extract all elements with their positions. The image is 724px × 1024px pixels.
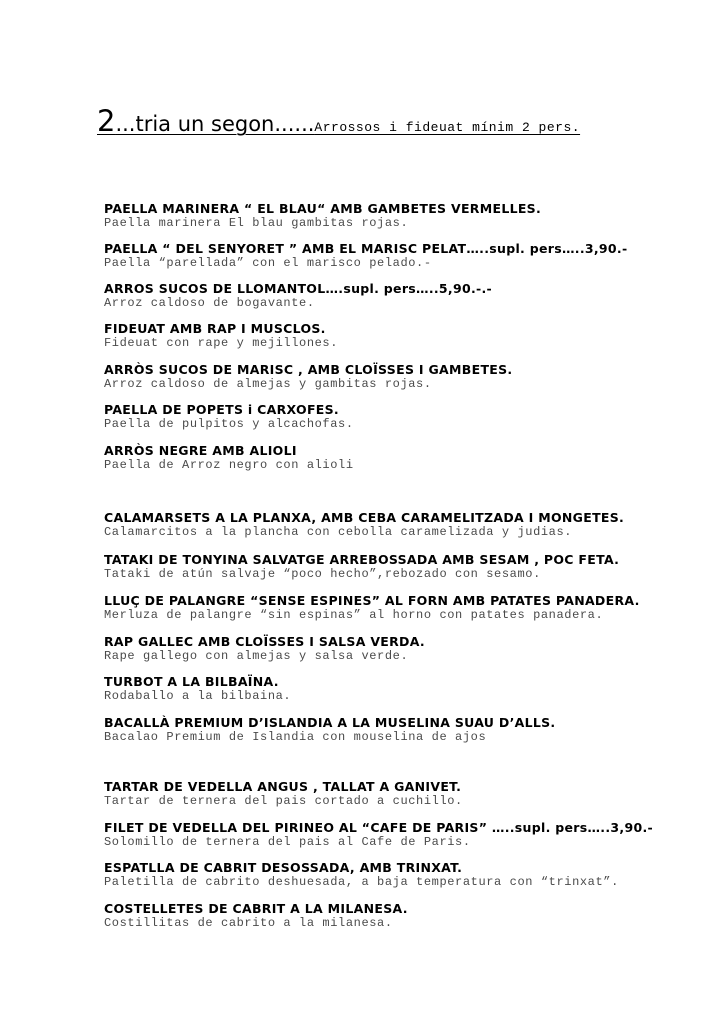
menu-item xyxy=(104,901,408,930)
course-subtitle: Arrossos i fideuat mínim 2 pers. xyxy=(314,120,581,135)
dish-name-catalan: TATAKI DE TONYINA SALVATGE ARREBOSSADA AMB SESAM , POC FETA. xyxy=(104,552,620,567)
dish-name-catalan: FILET DE VEDELLA DEL PIRINEO AL “CAFE DE PARIS” …..supl. pers…..3,90.- xyxy=(104,820,653,835)
dish-name-spanish: Rodaballo a la bilbaina. xyxy=(104,689,292,703)
dish-name-spanish: Arroz caldoso de bogavante. xyxy=(104,296,315,310)
menu-item xyxy=(104,201,541,230)
dish-name-catalan: ARRÒS SUCOS DE MARISC , AMB CLOÏSSES I GAMBETES. xyxy=(104,362,513,377)
dish-name-catalan: FIDEUAT AMB RAP I MUSCLOS. xyxy=(104,321,326,336)
menu-item xyxy=(104,860,619,889)
dish-name-catalan: ARROS SUCOS DE LLOMANTOL….supl. pers…..5,90.-.- xyxy=(104,281,493,296)
dish-name-catalan: COSTELLETES DE CABRIT A LA MILANESA. xyxy=(104,901,408,916)
menu-item xyxy=(104,674,291,703)
dish-name-spanish: Merluza de palangre “sin espinas” al horno con patates panadera. xyxy=(104,608,604,622)
dish-name-spanish: Arroz caldoso de almejas y gambitas rojas. xyxy=(104,377,432,391)
menu-item xyxy=(104,779,463,808)
menu-item xyxy=(104,241,627,270)
dish-name-spanish: Tataki de atún salvaje “poco hecho”,rebozado con sesamo. xyxy=(104,567,541,581)
dish-name-spanish: Paella marinera El blau gambitas rojas. xyxy=(104,216,409,230)
dish-name-catalan: ARRÒS NEGRE AMB ALIOLI xyxy=(104,443,297,458)
dish-name-spanish: Tartar de ternera del pais cortado a cuchillo. xyxy=(104,794,463,808)
menu-item xyxy=(104,820,653,849)
menu-item xyxy=(104,715,555,744)
dish-name-catalan: PAELLA “ DEL SENYORET ” AMB EL MARISC PELAT…..supl. pers…..3,90.- xyxy=(104,241,628,256)
dish-name-catalan: LLUÇ DE PALANGRE “SENSE ESPINES” AL FORN AMB PATATES PANADERA. xyxy=(104,593,640,608)
menu-item xyxy=(104,402,354,431)
menu-item xyxy=(104,510,624,539)
course-title: ...tria un segon...... xyxy=(115,112,315,136)
dish-name-spanish: Paella de Arroz negro con alioli xyxy=(104,458,354,472)
menu-item xyxy=(104,443,354,472)
section-heading xyxy=(97,104,580,138)
dish-name-spanish: Costillitas de cabrito a la milanesa. xyxy=(104,916,393,930)
dish-name-spanish: Paletilla de cabrito deshuesada, a baja temperatura con “trinxat”. xyxy=(104,875,619,889)
dish-name-spanish: Paella de pulpitos y alcachofas. xyxy=(104,417,354,431)
course-number: 2 xyxy=(97,104,116,138)
dish-name-spanish: Calamarcitos a la plancha con cebolla caramelizada y judias. xyxy=(104,525,573,539)
dish-name-catalan: CALAMARSETS A LA PLANXA, AMB CEBA CARAMELITZADA I MONGETES. xyxy=(104,510,625,525)
menu-item xyxy=(104,281,492,310)
dish-name-spanish: Bacalao Premium de Islandia con mouselina de ajos xyxy=(104,730,487,744)
menu-item xyxy=(104,321,338,350)
menu-item xyxy=(104,362,512,391)
menu-item xyxy=(104,634,425,663)
dish-name-spanish: Rape gallego con almejas y salsa verde. xyxy=(104,649,409,663)
menu-item xyxy=(104,593,640,622)
dish-name-catalan: TURBOT A LA BILBAÏNA. xyxy=(104,674,279,689)
dish-name-spanish: Solomillo de ternera del pais al Cafe de Paris. xyxy=(104,835,471,849)
dish-name-catalan: BACALLÀ PREMIUM D’ISLANDIA A LA MUSELINA SUAU D’ALLS. xyxy=(104,715,556,730)
dish-name-catalan: PAELLA MARINERA “ EL BLAU“ AMB GAMBETES VERMELLES. xyxy=(104,201,542,216)
dish-name-catalan: PAELLA DE POPETS i CARXOFES. xyxy=(104,402,339,417)
dish-name-catalan: TARTAR DE VEDELLA ANGUS , TALLAT A GANIVET. xyxy=(104,779,462,794)
dish-name-catalan: RAP GALLEC AMB CLOÏSSES I SALSA VERDA. xyxy=(104,634,425,649)
menu-item xyxy=(104,552,619,581)
dish-name-spanish: Fideuat con rape y mejillones. xyxy=(104,336,339,350)
dish-name-catalan: ESPATLLA DE CABRIT DESOSSADA, AMB TRINXAT. xyxy=(104,860,463,875)
dish-name-spanish: Paella “parellada” con el marisco pelado.- xyxy=(104,256,432,270)
